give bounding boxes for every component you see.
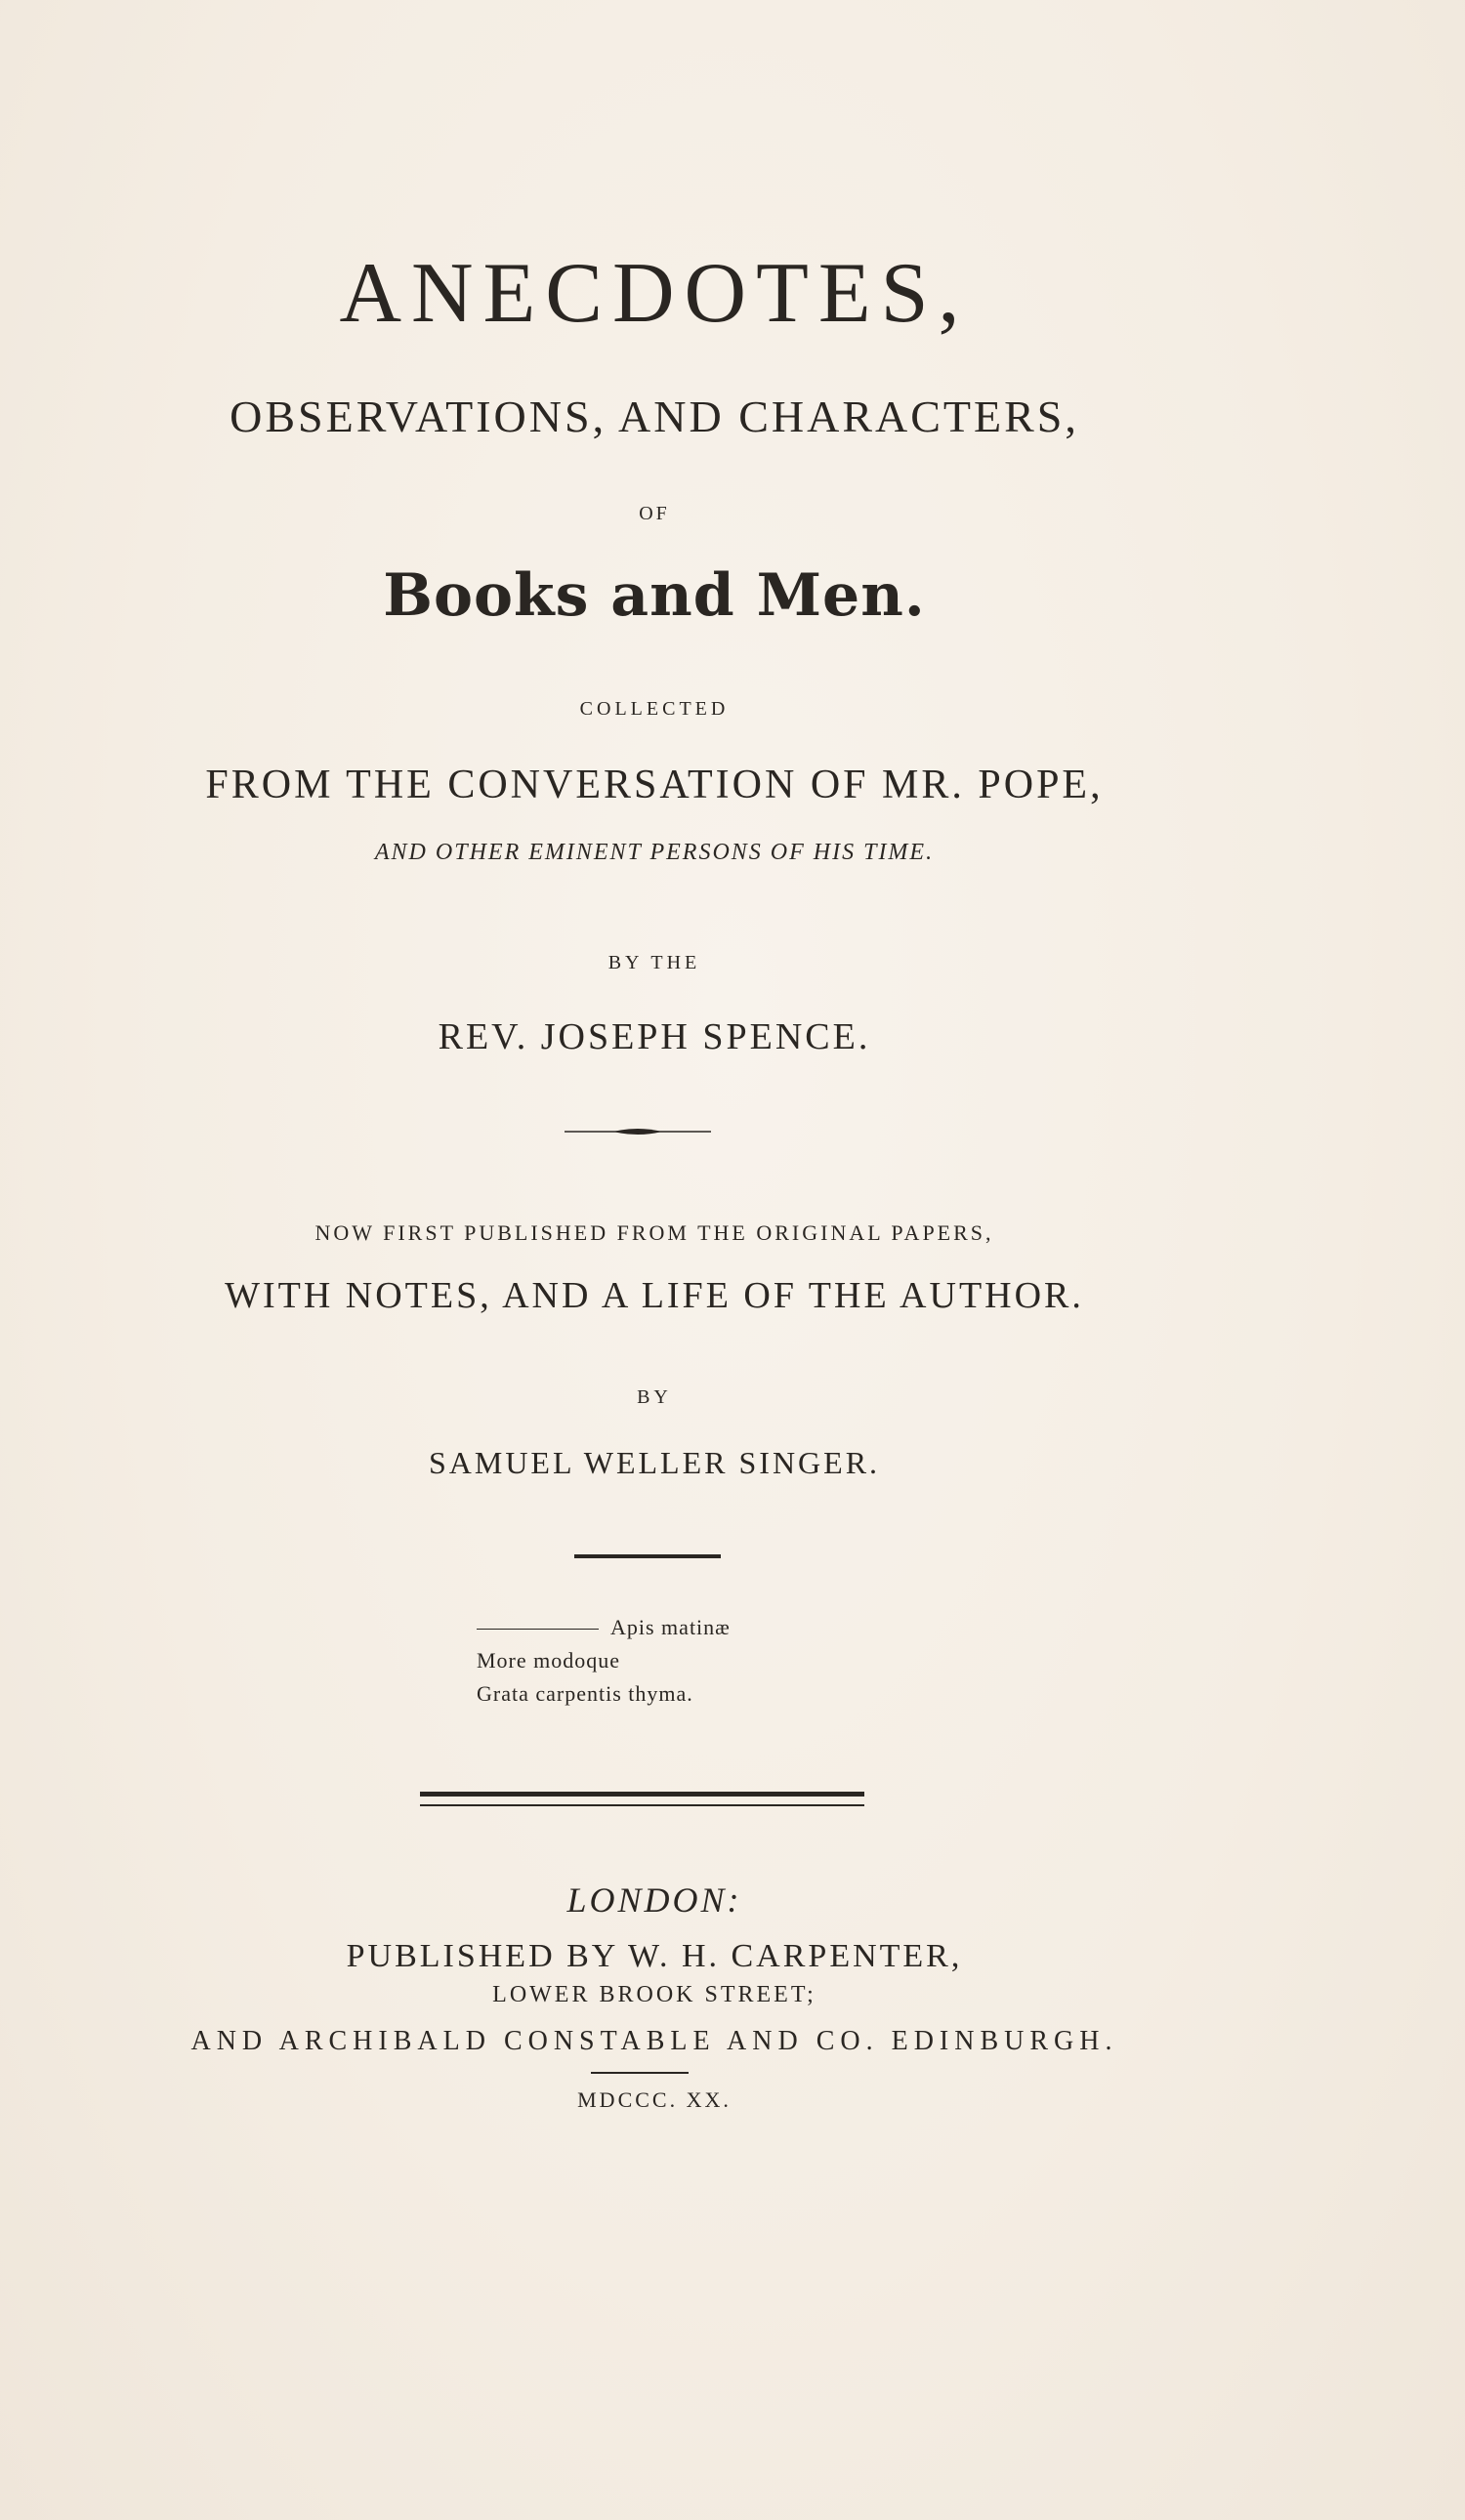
publication-note: NOW FIRST PUBLISHED FROM THE ORIGINAL PAPERS, [314,1220,994,1245]
epigraph-line-2: More modoque [477,1648,621,1673]
books-and-men-blackletter: Books and Men. [383,561,926,630]
by-word: BY [637,1386,672,1408]
notes-line: WITH NOTES, AND A LIFE OF THE AUTHOR. [225,1275,1084,1316]
date-rule [591,2072,689,2074]
other-persons-line: AND OTHER EMINENT PERSONS OF HIS TIME. [374,840,935,865]
book-subtitle: OBSERVATIONS, AND CHARACTERS, [230,392,1079,441]
imprint-publisher: PUBLISHED BY W. H. CARPENTER, [346,1938,963,1974]
epigraph-line-1 [477,1611,789,1644]
double-rule-thick [420,1792,864,1797]
epigraph [477,1611,789,1711]
collected-word: COLLECTED [579,698,730,720]
divider-rule [574,1554,721,1558]
imprint-street: LOWER BROOK STREET; [492,1982,816,2007]
double-rule-thin [420,1804,864,1806]
imprint-city: LONDON: [566,1880,742,1920]
by-the-word: BY THE [607,952,701,973]
editor-name: SAMUEL WELLER SINGER. [428,1445,881,1480]
book-title: ANECDOTES, [339,246,970,341]
epigraph-dash [477,1629,599,1630]
epigraph-text-1: Apis matinæ [610,1615,731,1639]
source-line: FROM THE CONVERSATION OF MR. POPE, [205,763,1104,807]
ornamental-rule [565,1125,711,1138]
author-name: REV. JOSEPH SPENCE. [438,1016,871,1057]
imprint-co-publisher: AND ARCHIBALD CONSTABLE AND CO. EDINBURGH. [190,2026,1118,2056]
imprint-date: MDCCC. XX. [577,2087,732,2112]
epigraph-line-3: Grata carpentis thyma. [477,1681,693,1706]
of-word: OF [639,503,670,524]
